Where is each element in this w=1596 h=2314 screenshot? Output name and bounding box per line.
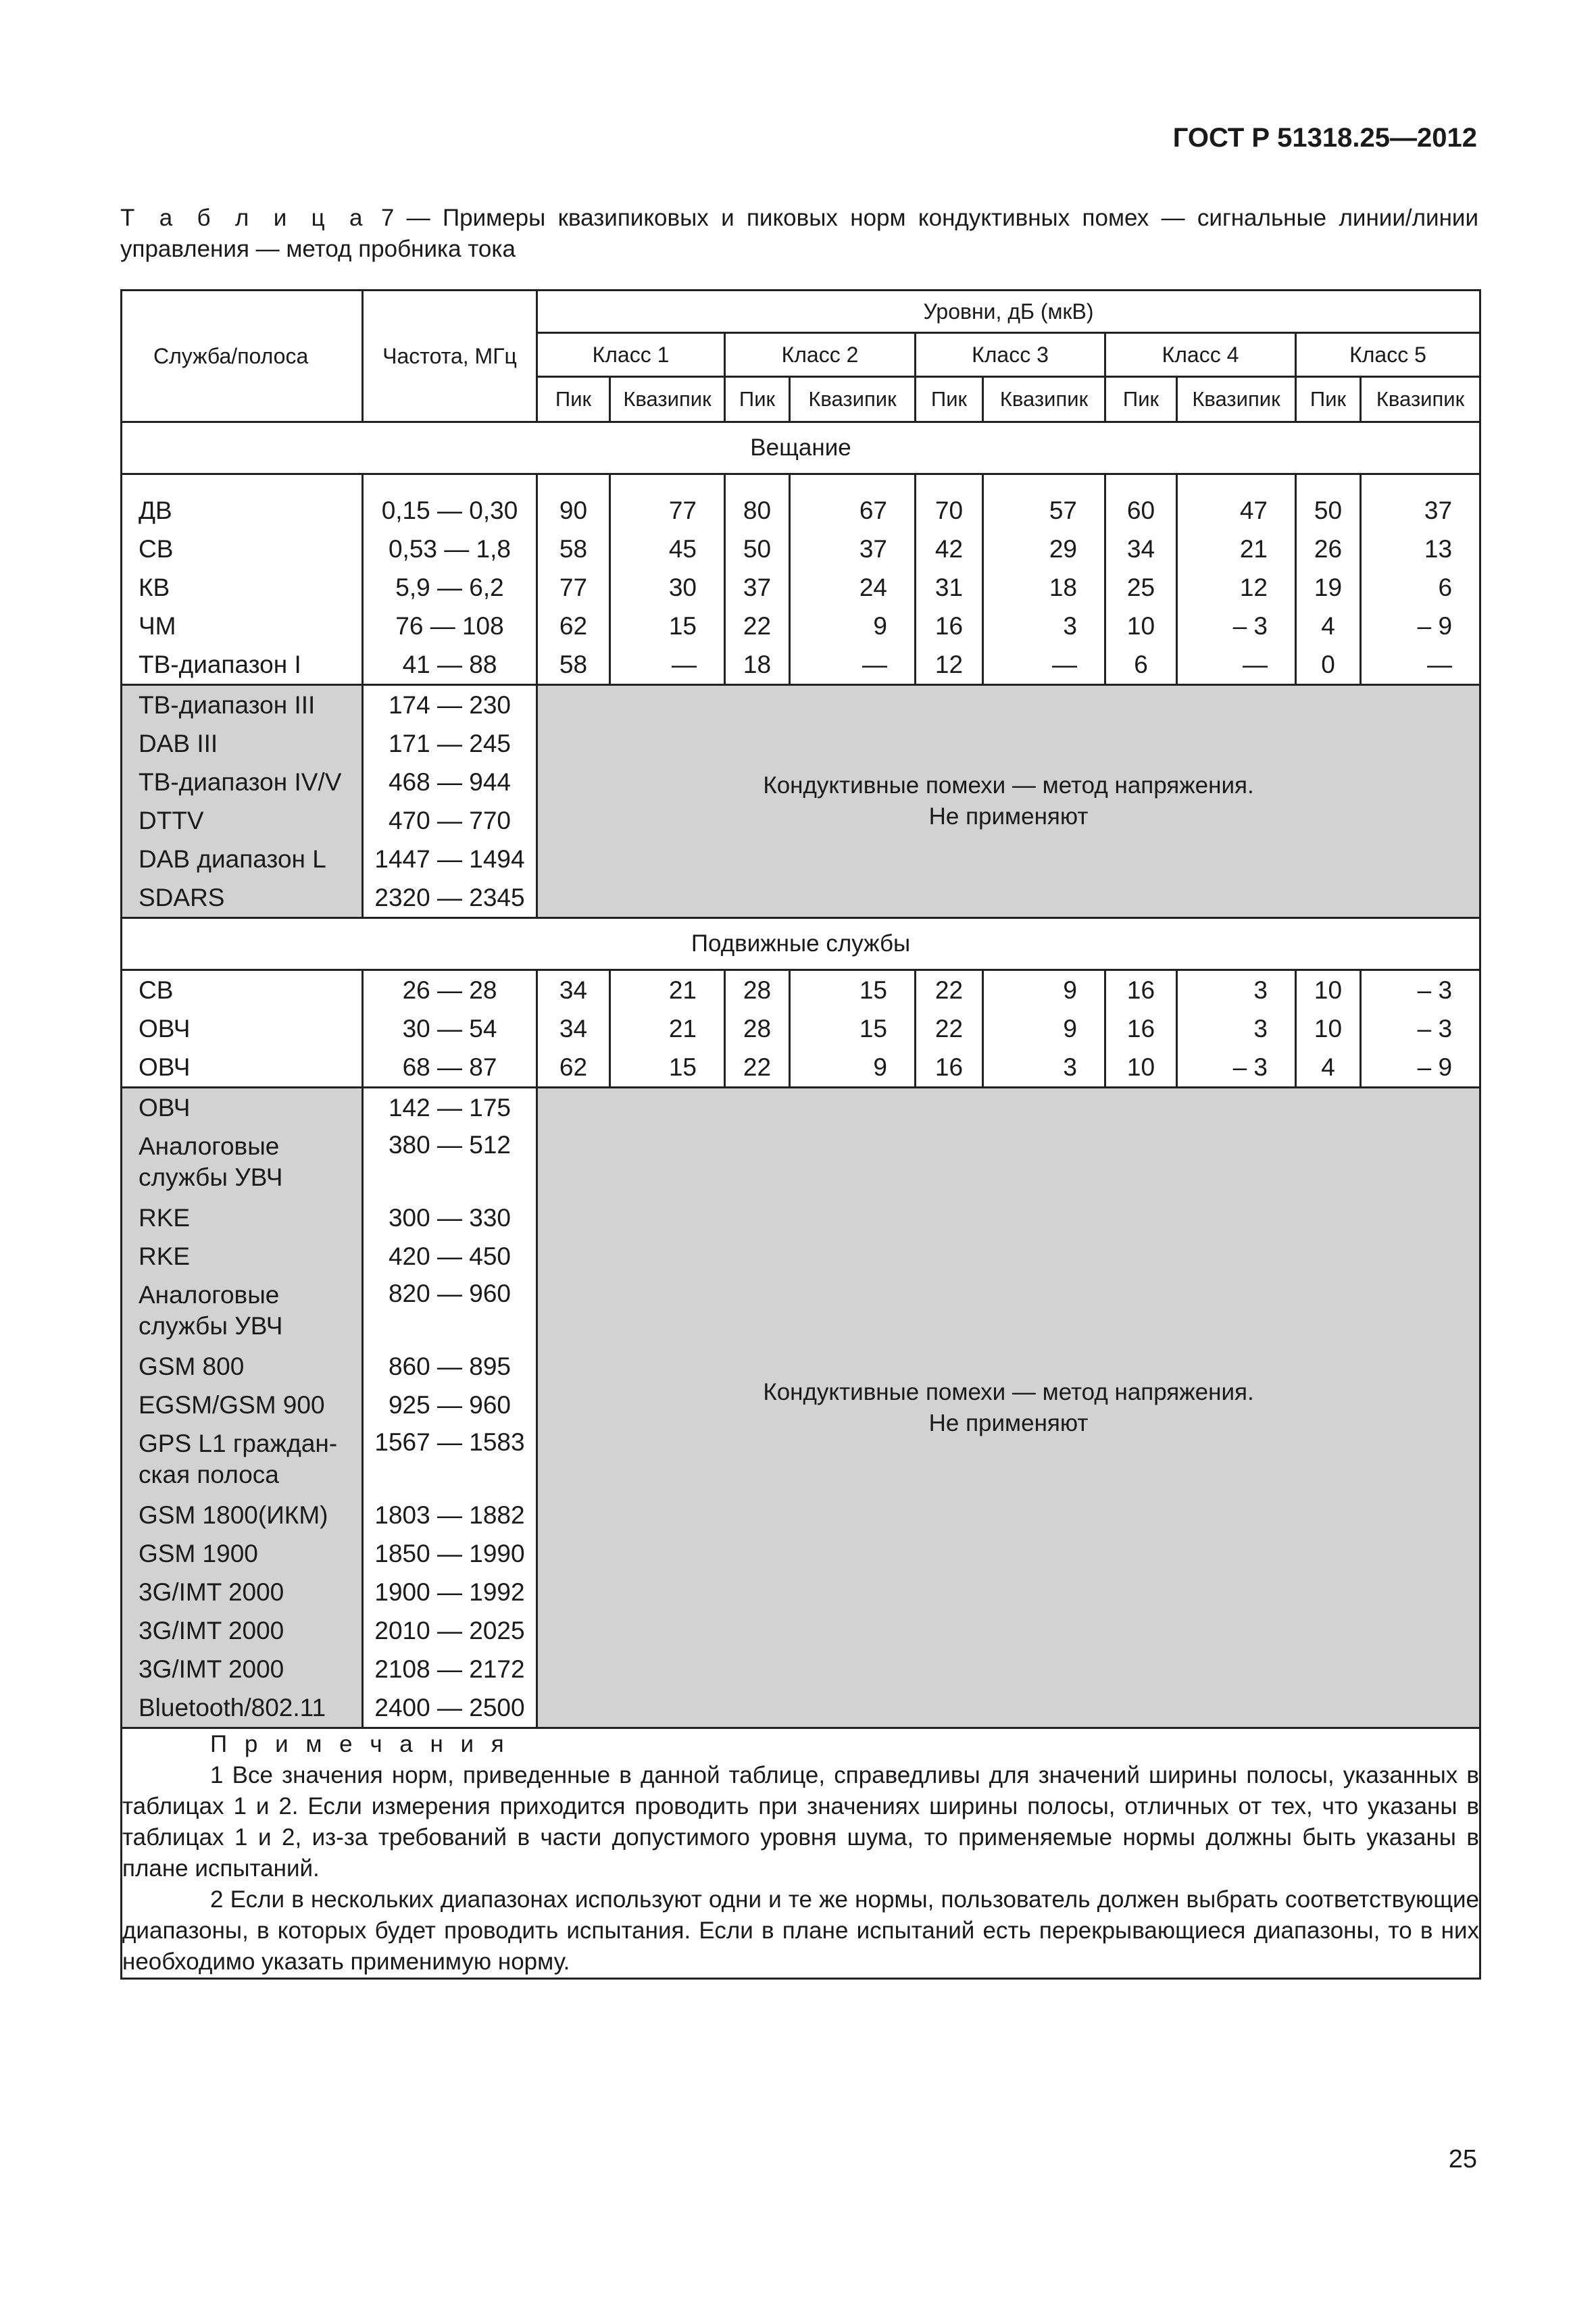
frequency-range: 41 — 88 (363, 645, 537, 685)
section-title: Вещание (122, 422, 1480, 474)
quasipeak-value: 30 (610, 568, 725, 607)
frequency-range: 2010 — 2025 (363, 1611, 537, 1650)
quasipeak-value: – 9 (1361, 607, 1480, 645)
table-row (122, 491, 1480, 530)
document-code: ГОСТ Р 51318.25—2012 (1172, 123, 1477, 153)
quasipeak-value: 15 (790, 970, 916, 1010)
quasipeak-value: 21 (1177, 530, 1296, 568)
table-row (122, 607, 1480, 645)
broadcast-body (122, 491, 1480, 685)
service-name: DAB диапазон L (122, 840, 363, 878)
frequency-range: 26 — 28 (363, 970, 537, 1010)
header-class: Класс 1 (537, 333, 725, 377)
quasipeak-value: 45 (610, 530, 725, 568)
peak-value: 19 (1296, 568, 1361, 607)
service-name: Bluetooth/802.11 (122, 1688, 363, 1728)
peak-value: 28 (725, 970, 790, 1010)
quasipeak-value: – 3 (1361, 970, 1480, 1010)
frequency-range: 0,15 — 0,30 (363, 491, 537, 530)
service-name: СВ (122, 530, 363, 568)
section-mobile (122, 918, 1480, 970)
header-class: Класс 3 (916, 333, 1105, 377)
frequency-range: 68 — 87 (363, 1048, 537, 1088)
quasipeak-value: 21 (610, 970, 725, 1010)
header-frequency: Частота, МГц (363, 291, 537, 422)
header-quasipeak: Квазипик (983, 377, 1105, 422)
service-name: КВ (122, 568, 363, 607)
header-peak: Пик (1296, 377, 1361, 422)
table-row (122, 645, 1480, 685)
notes-cell (122, 1728, 1480, 1979)
frequency-range: 171 — 245 (363, 724, 537, 763)
frequency-range: 925 — 960 (363, 1386, 537, 1424)
table-row (122, 1009, 1480, 1048)
peak-value: 62 (537, 607, 610, 645)
note-2: 2 Если в нескольких диапазонах используют одни и те же нормы, пользователь должен выбрать соответствующие диапазоны, в которых будет проводить испытания. Если в плане испытаний есть перекрывающиеся диапазоны, то в них необходимо указать применимую норму. (122, 1886, 1480, 1975)
peak-value: 34 (537, 1009, 610, 1048)
peak-value: 77 (537, 568, 610, 607)
quasipeak-value: – 3 (1177, 607, 1296, 645)
quasipeak-value: 47 (1177, 491, 1296, 530)
peak-value: 62 (537, 1048, 610, 1088)
header-quasipeak: Квазипик (610, 377, 725, 422)
peak-value: 34 (537, 970, 610, 1010)
note-1: 1 Все значения норм, приведенные в данной таблице, справедливы для значений ширины полосы, указанных в таблицах 1 и 2. Если измерения приходится проводить при значениях ширины полосы, отличных от тех, что указаны в таблицах 1 и 2, из-за требований в части допустимого уровня шума, то применяемые нормы должны быть указаны в плане испытаний. (122, 1762, 1480, 1882)
gap-row (122, 474, 1480, 492)
service-name: Аналоговые службы УВЧ (122, 1276, 363, 1347)
service-name: СВ (122, 970, 363, 1010)
peak-value: 22 (916, 970, 983, 1010)
peak-value: 16 (916, 607, 983, 645)
frequency-range: 76 — 108 (363, 607, 537, 645)
header-class: Класс 2 (725, 333, 916, 377)
frequency-range: 0,53 — 1,8 (363, 530, 537, 568)
peak-value: 18 (725, 645, 790, 685)
quasipeak-value: — (790, 645, 916, 685)
peak-value: 4 (1296, 1048, 1361, 1088)
peak-value: 4 (1296, 607, 1361, 645)
service-name: RKE (122, 1199, 363, 1237)
header-service: Служба/полоса (122, 291, 363, 422)
quasipeak-value: 6 (1361, 568, 1480, 607)
service-name: ТВ-диапазон IV/V (122, 763, 363, 801)
service-name: ТВ-диапазон I (122, 645, 363, 685)
table-row (122, 1088, 1480, 1128)
service-name: DTTV (122, 801, 363, 840)
quasipeak-value: — (983, 645, 1105, 685)
peak-value: 58 (537, 530, 610, 568)
not-applicable-line-2: Не применяют (928, 1409, 1089, 1436)
quasipeak-value: 13 (1361, 530, 1480, 568)
quasipeak-value: 9 (790, 607, 916, 645)
quasipeak-value: — (610, 645, 725, 685)
table-row (122, 568, 1480, 607)
peak-value: 16 (916, 1048, 983, 1088)
frequency-range: 2108 — 2172 (363, 1650, 537, 1688)
frequency-range: 5,9 — 6,2 (363, 568, 537, 607)
quasipeak-value: 37 (790, 530, 916, 568)
quasipeak-value: 67 (790, 491, 916, 530)
frequency-range: 860 — 895 (363, 1347, 537, 1386)
peak-value: 31 (916, 568, 983, 607)
not-applicable-line-1: Кондуктивные помехи — метод напряжения. (763, 1378, 1254, 1405)
quasipeak-value: 15 (610, 1048, 725, 1088)
header-quasipeak: Квазипик (1177, 377, 1296, 422)
section-broadcast (122, 422, 1480, 474)
service-name: 3G/IMT 2000 (122, 1650, 363, 1688)
frequency-range: 300 — 330 (363, 1199, 537, 1237)
service-name: ТВ-диапазон III (122, 685, 363, 725)
frequency-range: 2320 — 2345 (363, 878, 537, 918)
peak-value: 25 (1105, 568, 1177, 607)
peak-value: 22 (725, 1048, 790, 1088)
quasipeak-value: 3 (1177, 970, 1296, 1010)
peak-value: 22 (916, 1009, 983, 1048)
broadcast-gray-body (122, 685, 1480, 918)
peak-value: 60 (1105, 491, 1177, 530)
frequency-range: 420 — 450 (363, 1237, 537, 1276)
peak-value: 22 (725, 607, 790, 645)
quasipeak-value: 37 (1361, 491, 1480, 530)
quasipeak-value: – 3 (1361, 1009, 1480, 1048)
quasipeak-value: — (1361, 645, 1480, 685)
notes-title: П р и м е ч а н и я (210, 1731, 509, 1757)
header-peak: Пик (916, 377, 983, 422)
quasipeak-value: 9 (983, 970, 1105, 1010)
service-name: ЧМ (122, 607, 363, 645)
service-name: ОВЧ (122, 1048, 363, 1088)
header-levels: Уровни, дБ (мкВ) (537, 291, 1480, 333)
table-row (122, 1048, 1480, 1088)
peak-value: 26 (1296, 530, 1361, 568)
peak-value: 10 (1296, 970, 1361, 1010)
quasipeak-value: 21 (610, 1009, 725, 1048)
header-class: Класс 5 (1296, 333, 1480, 377)
frequency-range: 1567 — 1583 (363, 1424, 537, 1496)
quasipeak-value: 29 (983, 530, 1105, 568)
frequency-range: 1850 — 1990 (363, 1534, 537, 1573)
mobile-body (122, 970, 1480, 1088)
peak-value: 80 (725, 491, 790, 530)
peak-value: 12 (916, 645, 983, 685)
service-name: ОВЧ (122, 1009, 363, 1048)
quasipeak-value: 57 (983, 491, 1105, 530)
peak-value: 58 (537, 645, 610, 685)
quasipeak-value: 9 (983, 1009, 1105, 1048)
frequency-range: 1803 — 1882 (363, 1496, 537, 1534)
notes-row (122, 1728, 1480, 1979)
service-name: SDARS (122, 878, 363, 918)
frequency-range: 820 — 960 (363, 1276, 537, 1347)
peak-value: 50 (725, 530, 790, 568)
frequency-range: 380 — 512 (363, 1127, 537, 1199)
peak-value: 42 (916, 530, 983, 568)
mobile-gray-body (122, 1088, 1480, 1728)
quasipeak-value: 77 (610, 491, 725, 530)
quasipeak-value: 15 (790, 1009, 916, 1048)
service-name: EGSM/GSM 900 (122, 1386, 363, 1424)
service-name: RKE (122, 1237, 363, 1276)
table-row (122, 685, 1480, 725)
peak-value: 50 (1296, 491, 1361, 530)
quasipeak-value: — (1177, 645, 1296, 685)
peak-value: 10 (1296, 1009, 1361, 1048)
quasipeak-value: 15 (610, 607, 725, 645)
header-peak: Пик (1105, 377, 1177, 422)
service-name: GPS L1 граждан-ская полоса (122, 1424, 363, 1496)
quasipeak-value: 24 (790, 568, 916, 607)
header-peak: Пик (537, 377, 610, 422)
header-quasipeak: Квазипик (790, 377, 916, 422)
page-number: 25 (1448, 2145, 1477, 2173)
quasipeak-value: 3 (983, 1048, 1105, 1088)
service-name: ОВЧ (122, 1088, 363, 1128)
service-name: GSM 1800(ИКМ) (122, 1496, 363, 1534)
header-peak: Пик (725, 377, 790, 422)
table-caption (120, 203, 1478, 265)
service-name: 3G/IMT 2000 (122, 1611, 363, 1650)
peak-value: 70 (916, 491, 983, 530)
table-word: Т а б л и ц а (120, 205, 369, 231)
header-quasipeak: Квазипик (1361, 377, 1480, 422)
peak-value: 10 (1105, 607, 1177, 645)
frequency-range: 1447 — 1494 (363, 840, 537, 878)
limits-table (120, 289, 1481, 1980)
frequency-range: 174 — 230 (363, 685, 537, 725)
service-name: GSM 1900 (122, 1534, 363, 1573)
quasipeak-value: 3 (983, 607, 1105, 645)
not-applicable-line-2: Не применяют (928, 803, 1089, 830)
peak-value: 16 (1105, 1009, 1177, 1048)
peak-value: 6 (1105, 645, 1177, 685)
peak-value: 16 (1105, 970, 1177, 1010)
service-name: 3G/IMT 2000 (122, 1573, 363, 1611)
table-row (122, 530, 1480, 568)
quasipeak-value: – 3 (1177, 1048, 1296, 1088)
frequency-range: 142 — 175 (363, 1088, 537, 1128)
peak-value: 28 (725, 1009, 790, 1048)
peak-value: 34 (1105, 530, 1177, 568)
service-name: GSM 800 (122, 1347, 363, 1386)
section-title: Подвижные службы (122, 918, 1480, 970)
peak-value: 90 (537, 491, 610, 530)
peak-value: 37 (725, 568, 790, 607)
table-row (122, 970, 1480, 1010)
frequency-range: 30 — 54 (363, 1009, 537, 1048)
quasipeak-value: 9 (790, 1048, 916, 1088)
peak-value: 0 (1296, 645, 1361, 685)
not-applicable-cell (537, 685, 1480, 918)
not-applicable-line-1: Кондуктивные помехи — метод напряжения. (763, 772, 1254, 799)
frequency-range: 1900 — 1992 (363, 1573, 537, 1611)
frequency-range: 2400 — 2500 (363, 1688, 537, 1728)
not-applicable-cell (537, 1088, 1480, 1728)
service-name: Аналоговые службы УВЧ (122, 1127, 363, 1199)
table-caption-text: 7 — Примеры квазипиковых и пиковых норм кондуктивных помех — сигнальные линии/линии управления — метод пробника тока (120, 205, 1479, 262)
quasipeak-value: 3 (1177, 1009, 1296, 1048)
service-name: ДВ (122, 491, 363, 530)
quasipeak-value: 18 (983, 568, 1105, 607)
service-name: DAB III (122, 724, 363, 763)
header-class: Класс 4 (1105, 333, 1296, 377)
peak-value: 10 (1105, 1048, 1177, 1088)
quasipeak-value: 12 (1177, 568, 1296, 607)
frequency-range: 470 — 770 (363, 801, 537, 840)
frequency-range: 468 — 944 (363, 763, 537, 801)
quasipeak-value: – 9 (1361, 1048, 1480, 1088)
